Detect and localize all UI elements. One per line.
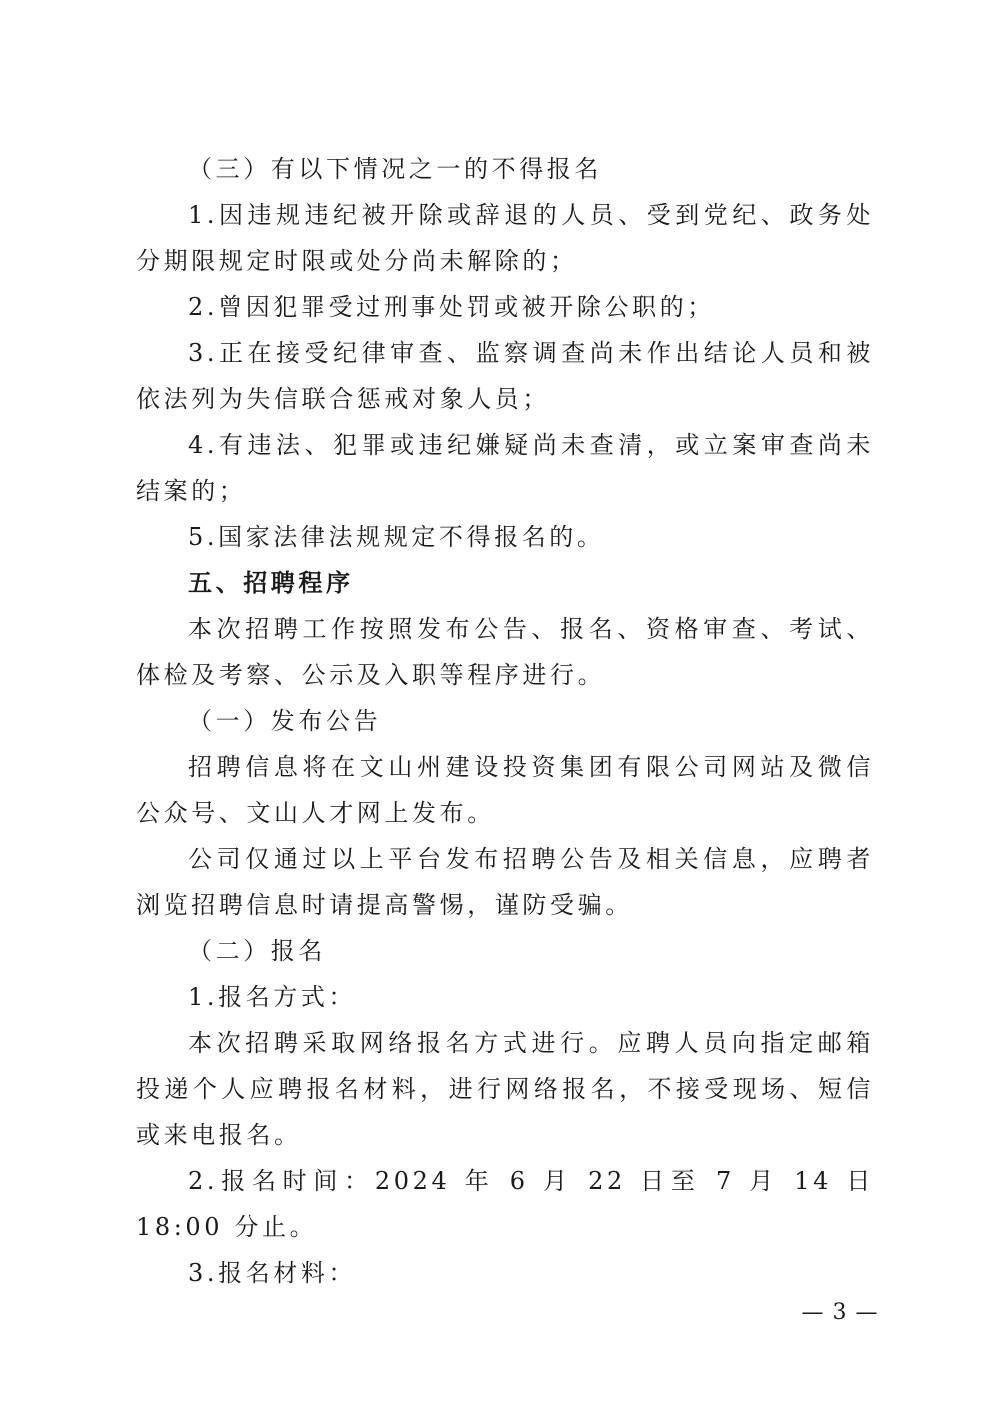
page-number: — 3 — [801, 1300, 879, 1325]
paragraph-item-1: 1.因违规违纪被开除或辞退的人员、受到党纪、政务处分期限规定时限或处分尚未解除的； [136, 201, 874, 275]
paragraph-item-2: 2.曾因犯罪受过刑事处罚或被开除公职的； [188, 293, 715, 321]
section-subheading-2: （二）报名 [188, 937, 326, 965]
paragraph-item-5: 5.国家法律法规规定不得报名的。 [188, 523, 605, 551]
paragraph-item-3: 3.正在接受纪律审查、监察调查尚未作出结论人员和被依法列为失信联合惩戒对象人员； [136, 339, 874, 413]
paragraph-procedure-intro: 本次招聘工作按照发布公告、报名、资格审查、考试、体检及考察、公示及入职等程序进行。 [136, 615, 874, 689]
paragraph-signup-method: 本次招聘采取网络报名方式进行。应聘人员向指定邮箱投递个人应聘报名材料，进行网络报名，不接受现场、短信或来电报名。 [136, 1029, 874, 1149]
document-body [136, 146, 874, 1296]
paragraph-signup-time: 2.报名时间：2024 年 6 月 22 日至 7 月 14 日 18:00 分止。 [136, 1167, 874, 1241]
paragraph-signup-materials: 3.报名材料： [188, 1259, 357, 1287]
section-subheading-3: （三）有以下情况之一的不得报名 [188, 155, 602, 183]
paragraph-signup-method-title: 1.报名方式： [188, 983, 357, 1011]
section-heading-5: 五、招聘程序 [188, 569, 354, 597]
paragraph-item-4: 4.有违法、犯罪或违纪嫌疑尚未查清，或立案审查尚未结案的； [136, 431, 874, 505]
section-subheading-1: （一）发布公告 [188, 707, 382, 735]
paragraph-warning: 公司仅通过以上平台发布招聘公告及相关信息，应聘者浏览招聘信息时请提高警惕，谨防受骗。 [136, 845, 874, 919]
paragraph-publish-info: 招聘信息将在文山州建设投资集团有限公司网站及微信公众号、文山人才网上发布。 [136, 753, 874, 827]
